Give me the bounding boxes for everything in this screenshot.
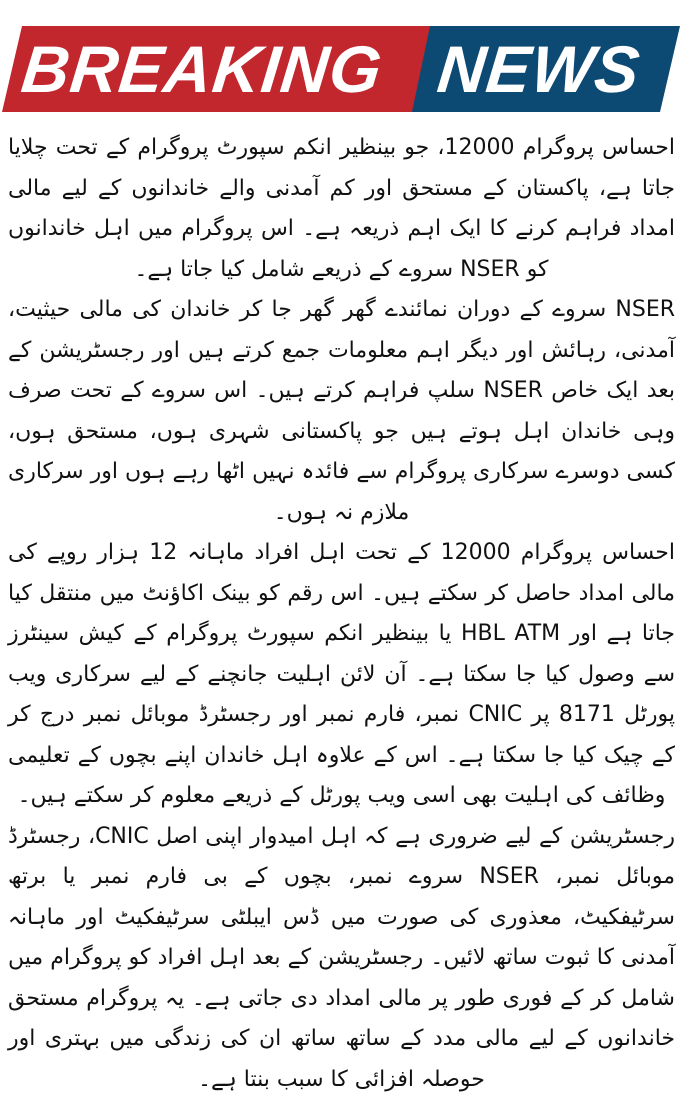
- paragraph-registration-requirements: رجسٹریشن کے لیے ضروری ہے کہ اہل امیدوار اپنی اصل CNIC، رجسٹرڈ موبائل نمبر، NSER سروے نمبر، بچوں کے بی فارم نمبر یا برتھ سرٹیفکیٹ، معذوری کی صورت میں ڈس ایبلٹی سرٹیفکیٹ اور ماہانہ آمدنی کا ثبوت ساتھ لائیں۔ رجسٹریشن کے بعد اہل افراد کو پروگرام میں شامل کر کے فوری طور پر مالی امداد دی جاتی ہے۔ یہ پروگرام مستحق خاندانوں کے لیے مالی مدد کے ساتھ ساتھ ان کی زندگی میں بہتری اور حوصلہ افزائی کا سبب بنتا ہے۔: [8, 817, 675, 1100]
- paragraph-payment-details: احساس پروگرام 12000 کے تحت اہل افراد ماہانہ 12 ہزار روپے کی مالی امداد حاصل کر سکتے ہیں۔ اس رقم کو بینک اکاؤنٹ میں منتقل کیا جاتا ہے اور HBL ATM یا بینظیر انکم سپورٹ پروگرام کے کیش سینٹرز سے وصول کیا جا سکتا ہے۔ آن لائن اہلیت جانچنے کے لیے سرکاری ویب پورٹل 8171 پر CNIC نمبر، فارم نمبر اور رجسٹرڈ موبائل نمبر درج کر کے چیک کیا جا سکتا ہے۔ اس کے علاوہ اہل خاندان اپنے بچوں کے تعلیمی وظائف کی اہلیت بھی اسی ویب پورٹل کے ذریعے معلوم کر سکتے ہیں۔: [8, 533, 675, 817]
- banner-word-breaking: BREAKING: [17, 26, 386, 112]
- breaking-news-banner: [0, 26, 683, 112]
- banner-word-news: NEWS: [433, 26, 644, 112]
- article-body: [8, 128, 675, 1100]
- paragraph-intro: احساس پروگرام 12000، جو بینظیر انکم سپورٹ پروگرام کے تحت چلایا جاتا ہے، پاکستان کے مستحق اور کم آمدنی والے خاندانوں کے لیے مالی امداد فراہم کرنے کا ایک اہم ذریعہ ہے۔ اس پروگرام میں اہل خاندانوں کو NSER سروے کے ذریعے شامل کیا جاتا ہے۔: [8, 128, 675, 290]
- paragraph-nser-survey: NSER سروے کے دوران نمائندے گھر گھر جا کر خاندان کی مالی حیثیت، آمدنی، رہائش اور دیگر اہم معلومات جمع کرتے ہیں اور رجسٹریشن کے بعد ایک خاص NSER سلپ فراہم کرتے ہیں۔ اس سروے کے تحت صرف وہی خاندان اہل ہوتے ہیں جو پاکستانی شہری ہوں، مستحق ہوں، کسی دوسرے سرکاری پروگرام سے فائدہ نہیں اٹھا رہے ہوں اور سرکاری ملازم نہ ہوں۔: [8, 290, 675, 533]
